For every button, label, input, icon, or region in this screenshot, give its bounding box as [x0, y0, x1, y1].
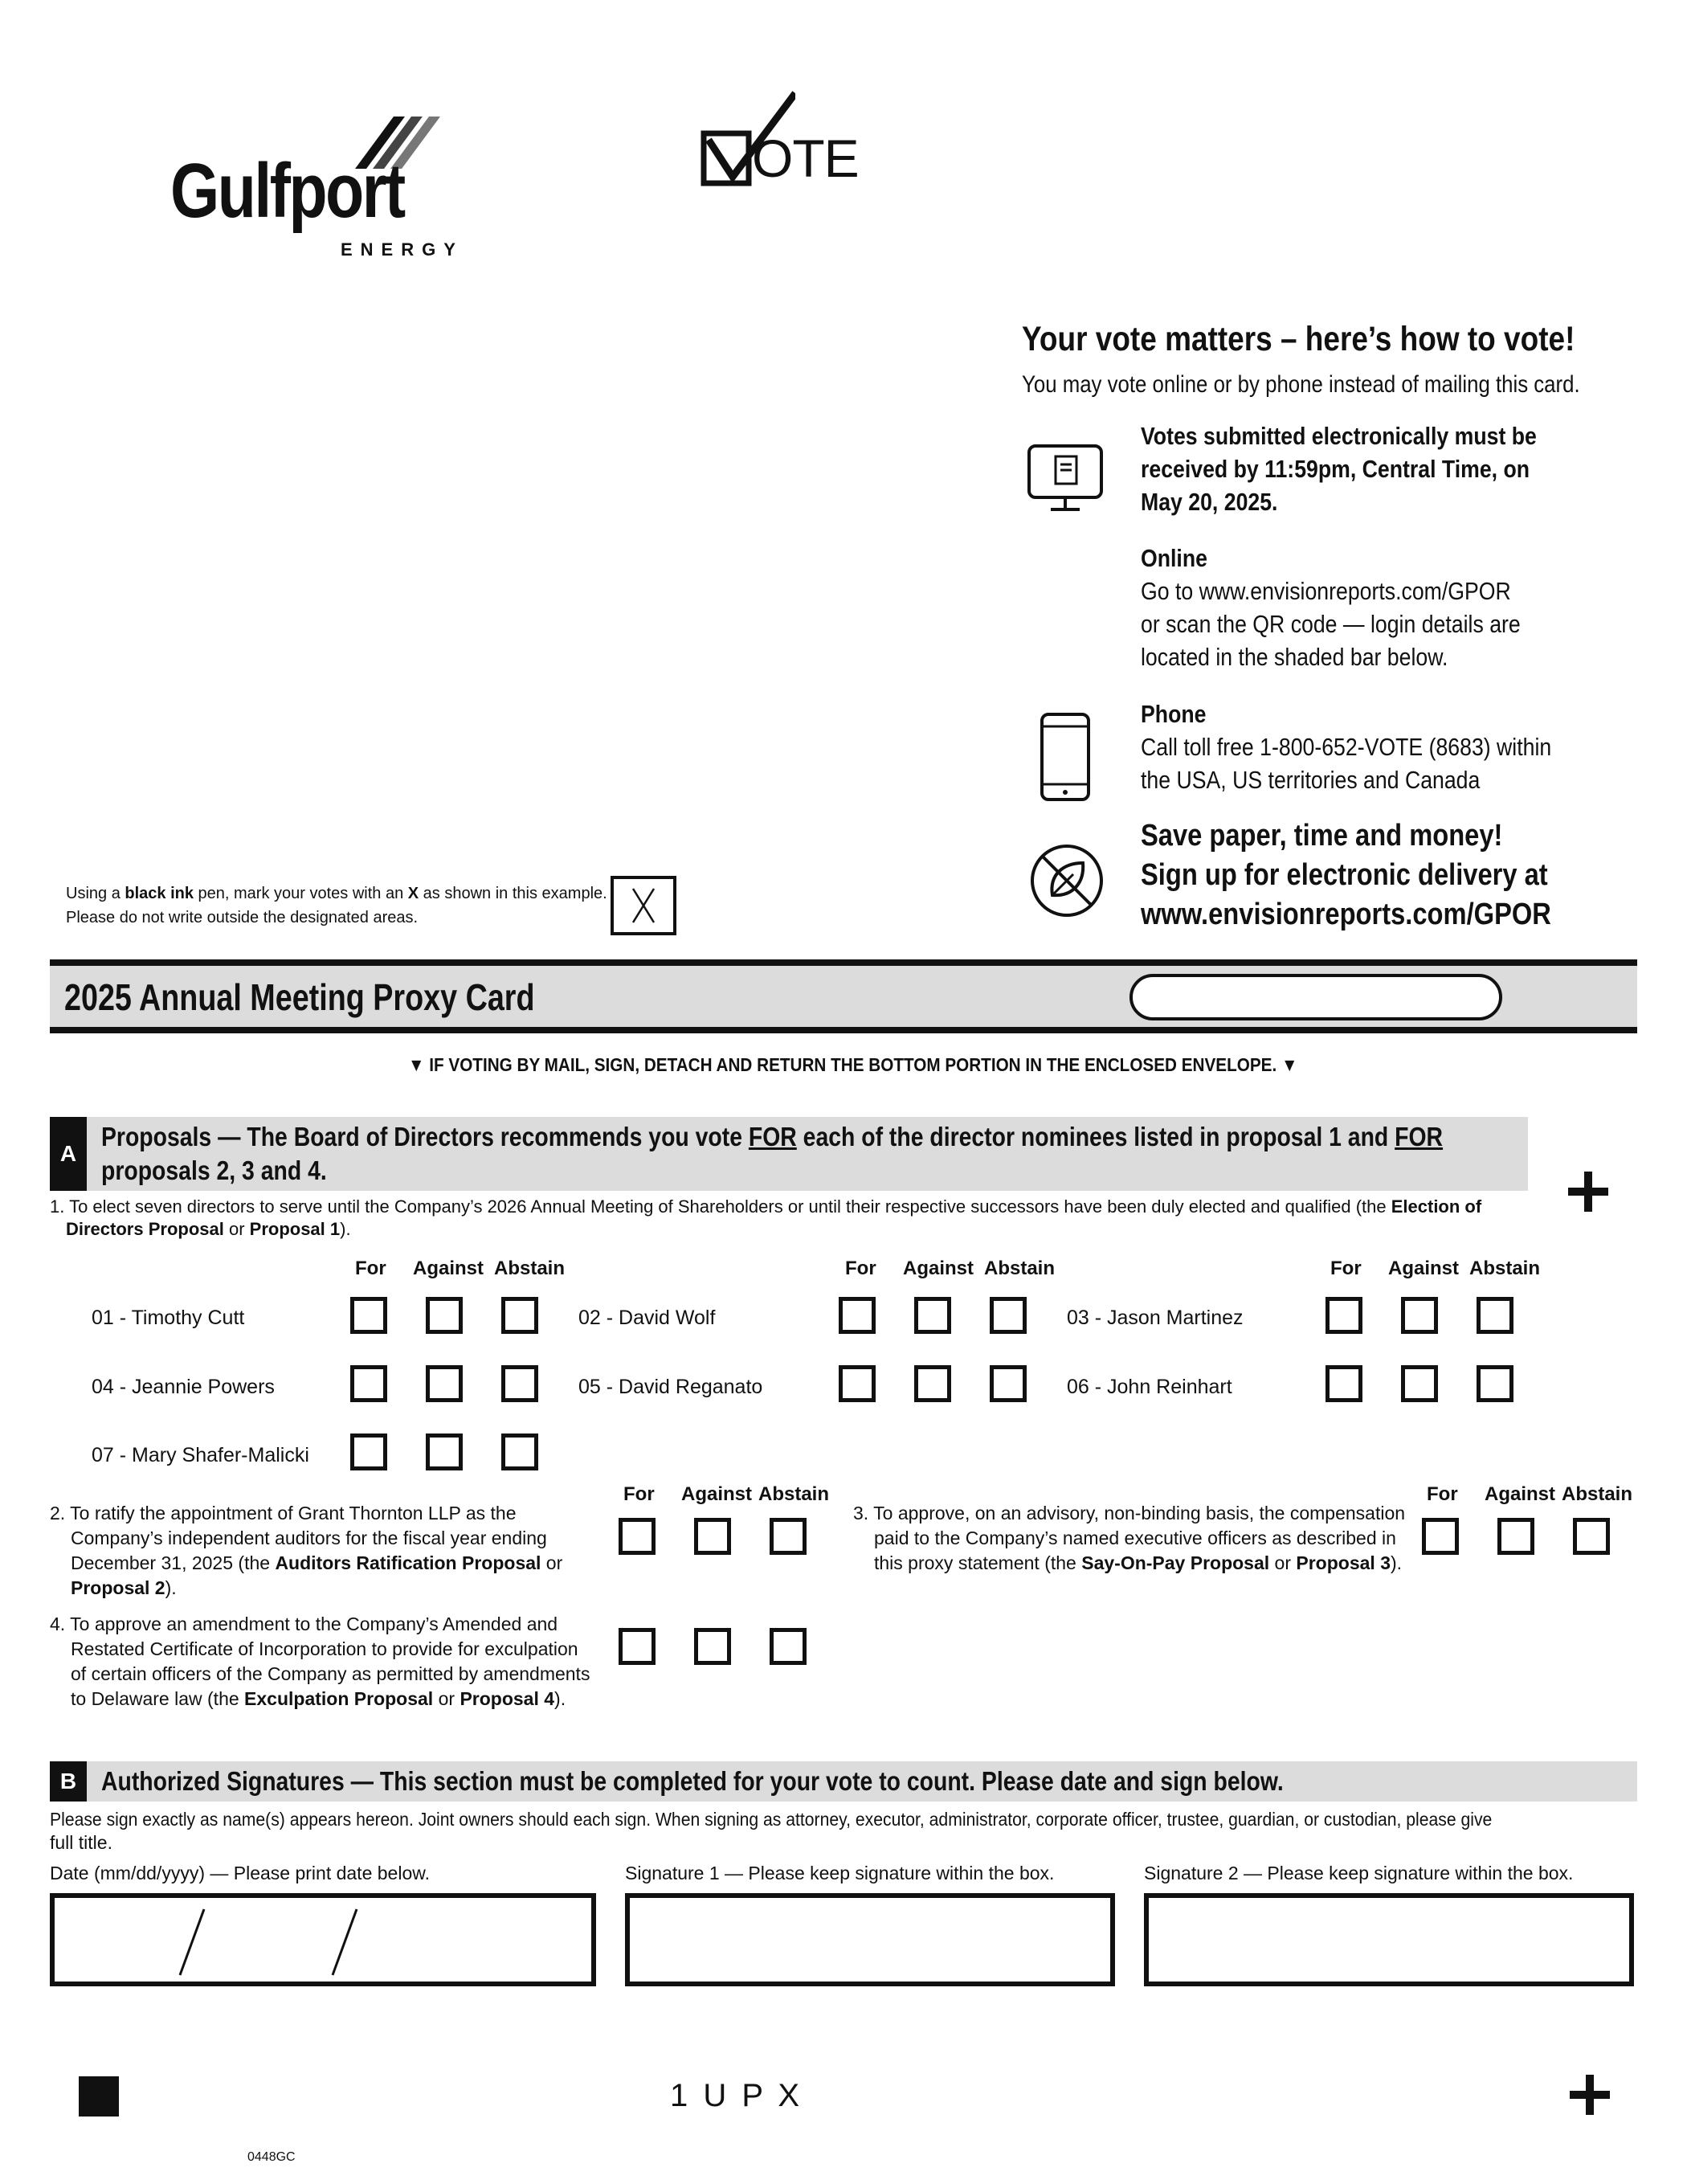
nominee-06-against-checkbox[interactable]: [1401, 1365, 1438, 1402]
vote-logo-text: OTE: [752, 129, 859, 188]
p3-line: 3. To approve, on an advisory, non-binding basis, the compensation: [853, 1503, 1406, 1523]
p4-line: 4. To approve an amendment to the Company’s Amended and: [50, 1613, 558, 1634]
p2-line: Company’s independent auditors for the fiscal year ending: [71, 1528, 547, 1548]
date-separator-slash: [328, 1906, 360, 1978]
col-for: For: [1330, 1258, 1362, 1279]
online-line: or scan the QR code — login details are: [1141, 610, 1521, 638]
signature-2-label: Signature 2 — Please keep signature within the box.: [1144, 1863, 1574, 1883]
marking-instructions: [66, 881, 607, 930]
how-to-vote-subheading: You may vote online or by phone instead of mailing this card.: [1022, 371, 1580, 398]
mobile-phone-icon: [1040, 712, 1091, 802]
p4-bold: Proposal 4: [460, 1688, 555, 1709]
nominee-02-for-checkbox[interactable]: [839, 1297, 876, 1334]
registration-plus-icon: [1566, 1170, 1610, 1213]
proposal-2-for-checkbox[interactable]: [619, 1518, 656, 1555]
signature-instructions: [50, 1808, 1640, 1855]
p3-text: ).: [1391, 1552, 1403, 1573]
p4-line: of certain officers of the Company as permitted by amendments: [71, 1663, 590, 1684]
signature-2-field[interactable]: [1144, 1893, 1634, 1986]
p2-line: [50, 1551, 562, 1576]
section-a-title-line1: [101, 1120, 1443, 1154]
p2-line: [50, 1576, 562, 1601]
nominee-02-against-checkbox[interactable]: [914, 1297, 951, 1334]
proposal-2-abstain-checkbox[interactable]: [770, 1518, 807, 1555]
registration-plus-icon: [1568, 2073, 1611, 2117]
title-text: each of the director nominees listed in proposal 1 and: [796, 1122, 1395, 1151]
col-for: For: [623, 1483, 655, 1505]
computer-monitor-icon: [1027, 444, 1104, 513]
proposal-4-text: [50, 1612, 590, 1712]
p3-line: paid to the Company’s named executive officers as described in: [874, 1528, 1396, 1548]
p2-text: ).: [165, 1577, 177, 1598]
deadline-line: May 20, 2025.: [1141, 488, 1278, 516]
p4-line: [50, 1687, 590, 1712]
p2-text: or: [541, 1552, 563, 1573]
nominee-01-for-checkbox[interactable]: [350, 1297, 387, 1334]
online-line: Go to www.envisionreports.com/GPOR: [1141, 577, 1511, 605]
nominee-label: 05 - David Reganato: [578, 1376, 763, 1398]
logo-wordmark: Gulfport: [170, 148, 404, 234]
nominee-label: 06 - John Reinhart: [1067, 1376, 1232, 1398]
section-b-title: Authorized Signatures — This section must be completed for your vote to count. Please date and sign below.: [101, 1766, 1284, 1796]
nominee-05-against-checkbox[interactable]: [914, 1365, 951, 1402]
registration-square: [79, 2076, 119, 2117]
leaf-eco-icon: [1028, 842, 1105, 919]
col-against: Against: [413, 1258, 484, 1279]
gulfport-logo: [170, 112, 492, 265]
proposal-3-abstain-checkbox[interactable]: [1573, 1518, 1610, 1555]
down-triangle-icon: ▼: [408, 1054, 430, 1075]
nominee-06-for-checkbox[interactable]: [1326, 1365, 1362, 1402]
signature-1-label: Signature 1 — Please keep signature within the box.: [625, 1863, 1055, 1883]
proposal-4-for-checkbox[interactable]: [619, 1628, 656, 1665]
logo-subtitle: ENERGY: [341, 239, 464, 260]
instr-text: Using a: [66, 885, 125, 902]
proposal-2-against-checkbox[interactable]: [694, 1518, 731, 1555]
save-line: Save paper, time and money!: [1141, 819, 1503, 853]
vote-logo: [699, 88, 860, 193]
proposal-4-against-checkbox[interactable]: [694, 1628, 731, 1665]
instructions-line2: Please do not write outside the designated areas.: [66, 909, 419, 926]
p4-bold: Exculpation Proposal: [244, 1688, 434, 1709]
p2-line: 2. To ratify the appointment of Grant Thornton LLP as the: [50, 1503, 517, 1523]
nominee-03-for-checkbox[interactable]: [1326, 1297, 1362, 1334]
proposal-4-abstain-checkbox[interactable]: [770, 1628, 807, 1665]
form-id: 0448GC: [247, 2150, 296, 2164]
p1-text: or: [223, 1219, 250, 1239]
card-title: 2025 Annual Meeting Proxy Card: [64, 976, 535, 1018]
date-separator-slash: [175, 1906, 207, 1978]
phone-line: Call toll free 1-800-652-VOTE (8683) within: [1141, 733, 1552, 761]
nominee-07-for-checkbox[interactable]: [350, 1434, 387, 1470]
save-line: Sign up for electronic delivery at: [1141, 858, 1548, 892]
nominee-01-abstain-checkbox[interactable]: [501, 1297, 538, 1334]
nominee-04-abstain-checkbox[interactable]: [501, 1365, 538, 1402]
date-label: Date (mm/dd/yyyy) — Please print date below.: [50, 1863, 430, 1883]
p1-bold: Proposal 1: [249, 1219, 341, 1239]
save-paper-section: [1141, 816, 1551, 935]
nominee-label: 03 - Jason Martinez: [1067, 1307, 1244, 1329]
section-a-badge: A: [50, 1117, 87, 1191]
p1-text: ).: [340, 1219, 351, 1239]
phone-section: [1141, 697, 1551, 796]
instr-text: as shown in this example.: [419, 885, 607, 902]
title-for: FOR: [1395, 1122, 1444, 1151]
sig-instr-line2: full title.: [50, 1832, 112, 1853]
p4-text: or: [433, 1688, 460, 1709]
col-against: Against: [1388, 1258, 1460, 1279]
nominee-03-against-checkbox[interactable]: [1401, 1297, 1438, 1334]
nominee-07-abstain-checkbox[interactable]: [501, 1434, 538, 1470]
x-mark-icon: [614, 879, 673, 932]
col-abstain: Abstain: [984, 1258, 1056, 1279]
nominee-04-against-checkbox[interactable]: [426, 1365, 463, 1402]
nominee-05-abstain-checkbox[interactable]: [990, 1365, 1027, 1402]
sig-instr-line1: Please sign exactly as name(s) appears hereon. Joint owners should each sign. When signing as attorney, executor, administrator, corporate officer, trustee, guardian, or custodian, please give: [50, 1809, 1493, 1830]
col-against: Against: [1485, 1483, 1556, 1505]
proposal-3-against-checkbox[interactable]: [1497, 1518, 1534, 1555]
p2-bold: Proposal 2: [71, 1577, 165, 1598]
date-field[interactable]: [50, 1893, 596, 1986]
p4-text: ).: [554, 1688, 566, 1709]
nominee-label: 01 - Timothy Cutt: [92, 1307, 245, 1329]
nominee-05-for-checkbox[interactable]: [839, 1365, 876, 1402]
nominee-07-against-checkbox[interactable]: [426, 1434, 463, 1470]
p4-text: to Delaware law (the: [71, 1688, 245, 1709]
down-triangle-icon: ▼: [1276, 1054, 1298, 1075]
online-title: Online: [1141, 544, 1207, 572]
proposal-3-text: [853, 1501, 1405, 1576]
instr-bold: black ink: [125, 885, 194, 902]
section-a-title: [101, 1120, 1443, 1188]
footer-code: 1 U P X: [670, 2078, 803, 2113]
signature-1-field[interactable]: [625, 1893, 1115, 1986]
phone-line: the USA, US territories and Canada: [1141, 766, 1481, 794]
p3-bold: Say-On-Pay Proposal: [1081, 1552, 1270, 1573]
deadline-line: Votes submitted electronically must be: [1141, 422, 1537, 450]
col-for: For: [355, 1258, 386, 1279]
section-a-title-line2: proposals 2, 3 and 4.: [101, 1155, 327, 1185]
nominee-06-abstain-checkbox[interactable]: [1477, 1365, 1513, 1402]
proposal-3-for-checkbox[interactable]: [1422, 1518, 1459, 1555]
proposal-2-text: [50, 1501, 562, 1601]
nominee-03-abstain-checkbox[interactable]: [1477, 1297, 1513, 1334]
card-title-bar: [50, 959, 1637, 1033]
p2-bold: Auditors Ratification Proposal: [275, 1552, 541, 1573]
proposal-1-text: [50, 1196, 1536, 1241]
nominee-02-abstain-checkbox[interactable]: [990, 1297, 1027, 1334]
nominee-label: 04 - Jeannie Powers: [92, 1376, 275, 1398]
save-line: www.envisionreports.com/GPOR: [1141, 898, 1551, 931]
col-abstain: Abstain: [494, 1258, 566, 1279]
title-text: Proposals — The Board of Directors recommends you vote: [101, 1122, 749, 1151]
phone-title: Phone: [1141, 700, 1207, 728]
online-section: [1141, 542, 1521, 673]
example-x-box: [611, 876, 676, 935]
title-for: FOR: [748, 1122, 797, 1151]
instr-x: X: [407, 885, 419, 902]
detach-notice-text: IF VOTING BY MAIL, SIGN, DETACH AND RETURN THE BOTTOM PORTION IN THE ENCLOSED ENVELOPE.: [429, 1054, 1277, 1075]
col-against: Against: [903, 1258, 974, 1279]
login-details-field: [1129, 974, 1502, 1020]
online-line: located in the shaded bar below.: [1141, 643, 1448, 671]
p3-text: this proxy statement (the: [874, 1552, 1082, 1573]
p3-bold: Proposal 3: [1296, 1552, 1391, 1573]
p2-text: December 31, 2025 (the: [71, 1552, 276, 1573]
nominee-01-against-checkbox[interactable]: [426, 1297, 463, 1334]
p1-text: 1. To elect seven directors to serve until the Company’s 2026 Annual Meeting of Shareholders or until their respective successors have been duly elected and qualified (the: [50, 1196, 1391, 1217]
section-b-badge: B: [50, 1761, 87, 1802]
deadline-line: received by 11:59pm, Central Time, on: [1141, 455, 1530, 483]
col-for: For: [845, 1258, 876, 1279]
col-for: For: [1427, 1483, 1458, 1505]
instructions-line1: [66, 881, 607, 906]
nominee-label: 02 - David Wolf: [578, 1307, 716, 1329]
col-abstain: Abstain: [758, 1483, 830, 1505]
col-against: Against: [681, 1483, 753, 1505]
col-abstain: Abstain: [1562, 1483, 1633, 1505]
instr-text: pen, mark your votes with an: [193, 885, 408, 902]
p1-bold: Directors Proposal: [66, 1219, 224, 1239]
nominee-04-for-checkbox[interactable]: [350, 1365, 387, 1402]
deadline-text: [1141, 419, 1537, 518]
how-to-vote-heading: Your vote matters – here’s how to vote!: [1022, 320, 1575, 358]
p3-line: [853, 1551, 1405, 1576]
p1-bold: Election of: [1391, 1196, 1482, 1217]
nominee-label: 07 - Mary Shafer-Malicki: [92, 1444, 309, 1466]
col-abstain: Abstain: [1469, 1258, 1541, 1279]
p3-text: or: [1269, 1552, 1297, 1573]
detach-notice: [408, 1054, 1297, 1076]
p4-line: Restated Certificate of Incorporation to provide for exculpation: [71, 1638, 578, 1659]
